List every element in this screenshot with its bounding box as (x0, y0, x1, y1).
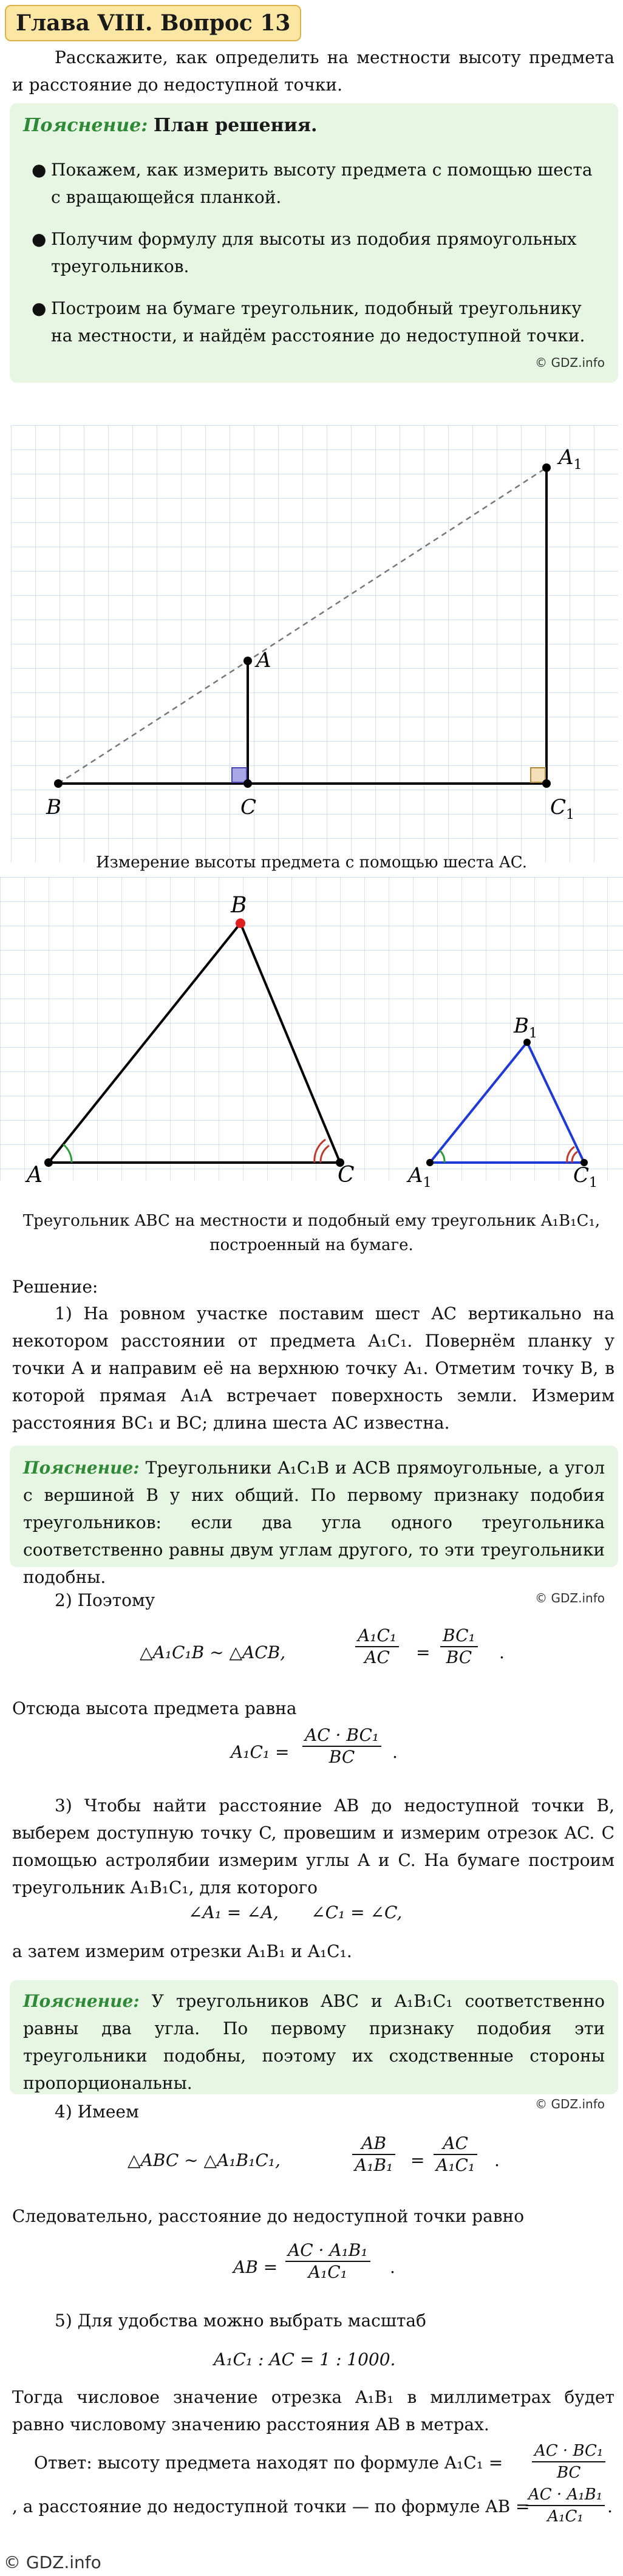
note-box-2 (10, 1980, 618, 2111)
answer-fraction-distance: $\frac{\text{AC · A₁B₁}}{\text{A₁C₁}}$ (526, 2484, 605, 2527)
fraction-distance: $\frac{\text{AC · A₁B₁}}{\text{A₁C₁}}$ (285, 2240, 370, 2283)
plan-bullet-2: ● Получим формулу для высоты из подобия прямоугольных треугольников. (23, 225, 605, 280)
plan-head-rest: План решения. (153, 115, 318, 136)
point-b (54, 779, 63, 788)
grid (11, 425, 618, 863)
label-b1: $B_1$ (514, 1014, 537, 1041)
note2-copyright: © GDZ.info (535, 2097, 605, 2111)
figure-height-measurement (11, 425, 618, 863)
answer-fraction-height: $\frac{\text{AC · BC₁}}{BC}$ (532, 2441, 605, 2483)
solution-label: Решение: (12, 1277, 98, 1297)
point-b (236, 918, 245, 928)
equation-angles: ∠A₁ = ∠A, ∠C₁ = ∠C, (188, 1902, 403, 1922)
point-c1 (542, 779, 551, 788)
fraction-a1c1-ac: $\frac{\text{A₁C₁}}{AC}$ (355, 1625, 399, 1668)
point-a1 (426, 1159, 434, 1166)
point-a (44, 1158, 53, 1167)
fraction-ac-a1c1: $\frac{AC}{\text{A₁C₁}}$ (434, 2133, 477, 2176)
plan-box (10, 103, 618, 383)
figure2-caption-line2: построенный на бумаге. (209, 1236, 414, 1254)
figure2-caption-line1: Треугольник ABC на местности и подобный ему треугольник A₁B₁C₁, (22, 1212, 601, 1230)
equation-scale: A₁C₁ : AC = 1 : 1000. (214, 2349, 396, 2369)
plan-copyright: © GDZ.info (535, 355, 605, 370)
label-b: B (46, 795, 61, 819)
right-angle-marker-c1 (531, 768, 545, 782)
note1-copyright: © GDZ.info (535, 1591, 605, 1605)
equation-distance: AB = $\frac{\text{AC · A₁B₁}}{\text{A₁C₁}}$ . (233, 2240, 395, 2282)
distance-intro: Следовательно, расстояние до недоступной точки равно (12, 2206, 525, 2226)
figure-triangles (0, 877, 623, 1191)
step-2: 2) Поэтому (55, 1590, 155, 1610)
label-c: C (338, 1163, 355, 1187)
bullet-icon: ● (32, 229, 47, 249)
equation-similarity-2: △ABC ∼ △A₁B₁C₁, $\frac{AB}{\text{A₁B₁}}$ = $\frac{AC}{\text{A₁C₁}}$ . (128, 2133, 500, 2175)
label-a: A (256, 648, 271, 672)
point-c (243, 779, 252, 788)
note2-head: Пояснение: (23, 1991, 140, 2011)
label-b: B (231, 893, 247, 918)
answer-mid: , а расстояние до недоступной точки — по формуле AB = (12, 2496, 530, 2516)
note1-head: Пояснение: (23, 1458, 140, 1478)
point-a (243, 657, 252, 665)
note2-text: У треугольников ABC и A₁B₁C₁ соответственно равны два угла. По первому признаку подобия эти треугольники подобны, поэтому их сходственные стороны пропорциональны. (23, 1991, 605, 2093)
label-a1: $A_1$ (408, 1163, 432, 1191)
figure1-caption: Измерение высоты предмета с помощью шеста AC. (95, 853, 527, 872)
label-c: C (240, 795, 257, 819)
point-a1 (542, 463, 551, 472)
plan-bullet-1: ● Покажем, как измерить высоту предмета с помощью шеста с вращающейся планкой. (23, 156, 605, 211)
answer-prefix: Ответ: высоту предмета находят по формуле A₁C₁ = (34, 2453, 503, 2473)
step-4: 4) Имеем (55, 2102, 139, 2122)
answer-block: Ответ: высоту предмета находят по формуле A₁C₁ = $\frac{\text{AC · BC₁}}{BC}$ , а расстояние до недоступной точки — по формуле AB = $\frac{\text{AC · A₁B₁}}{\text{A₁C₁}}$ . (12, 2442, 613, 2526)
equation-height: A₁C₁ = $\frac{\text{AC · BC₁}}{BC}$ . (231, 1725, 398, 1767)
fraction-height: $\frac{\text{AC · BC₁}}{BC}$ (302, 1725, 381, 1768)
footer-copyright: © GDZ.info (4, 2552, 101, 2572)
height-intro: Отсюда высота предмета равна (12, 1698, 297, 1718)
plan-bullet-3: ● Построим на бумаге треугольник, подобный треугольнику на местности, и найдём расстояние до недоступной точки. (23, 295, 605, 349)
plan-head: Пояснение: (23, 115, 148, 136)
question-text: Расскажите, как определить на местности высоту предмета и расстояние до недоступной точки. (12, 47, 614, 95)
label-c1: $C_1$ (550, 795, 575, 822)
scale-text: Тогда числовое значение отрезка A₁B₁ в миллиметрах будет равно числовому значению расстояния AB в метрах. (12, 2387, 614, 2434)
bullet-icon: ● (32, 160, 47, 180)
label-a1: $A_1$ (559, 445, 582, 473)
note1-text: Треугольники A₁C₁B и ACB прямоугольные, а угол с вершиной B у них общий. По первому признаку подобия треугольников: если два угла одного треугольника соответственно равны двум углам другого, то эти треугольники подобны. (23, 1458, 605, 1587)
step-1: 1) На ровном участке поставим шест AC вертикально на некотором расстоянии от предмета A₁C₁. Повернём планку у точки A и направим её на верхнюю точку A₁. Отметим точку B, в которой прямая A₁A встречает поверхность земли. Измерим расстояния BC₁ и BC; длина шеста AC известна. (12, 1303, 614, 1433)
label-c1: $C_1$ (573, 1163, 598, 1191)
step-3: 3) Чтобы найти расстояние AB до недоступной точки B, выберем доступную точку C, провешим и измерим отрезок AC. С помощью астролябии измерим углы A и C. На бумаге построим треугольник A₁B₁C₁, для которого (12, 1795, 614, 1898)
right-angle-marker-c (232, 768, 247, 782)
fraction-ab-a1b1: $\frac{AB}{\text{A₁B₁}}$ (352, 2133, 395, 2176)
label-a: A (27, 1163, 43, 1187)
step-5: 5) Для удобства можно выбрать масштаб (55, 2311, 426, 2331)
bullet-icon: ● (32, 298, 47, 318)
page-title: Глава VIII. Вопрос 13 (5, 5, 301, 41)
equation-similarity-1: △A₁C₁B ∼ △ACB, $\frac{\text{A₁C₁}}{AC}$ = $\frac{\text{BC₁}}{BC}$ . (140, 1625, 505, 1667)
fraction-bc1-bc: $\frac{\text{BC₁}}{BC}$ (440, 1625, 478, 1668)
measure-line: а затем измерим отрезки A₁B₁ и A₁C₁. (12, 1941, 352, 1961)
